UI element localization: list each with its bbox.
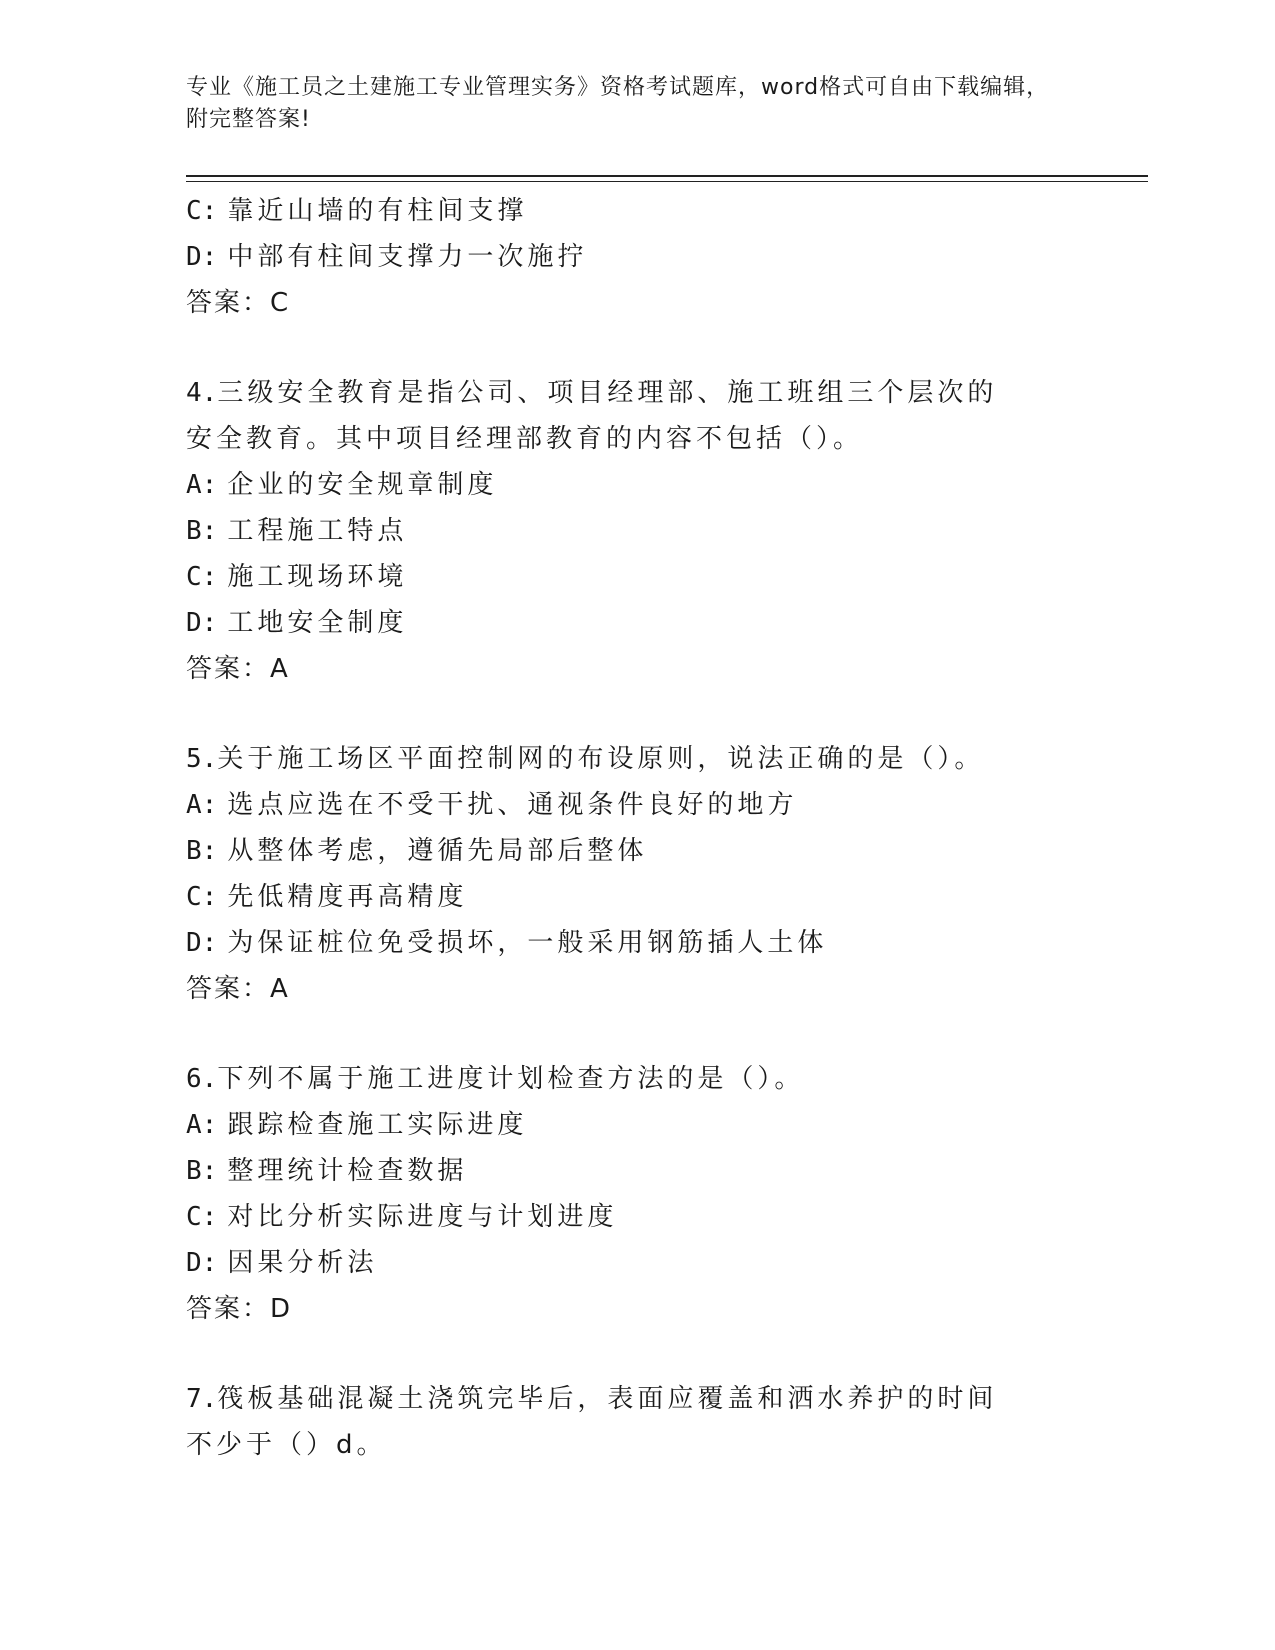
answer-line: 答案：C [186,288,291,318]
answer-line: 答案：A [186,654,290,684]
question-6 [186,1056,1086,1332]
answer-line: 答案：A [186,974,290,1004]
question-stem: 4.三级安全教育是指公司、项目经理部、施工班组三个层次的安全教育。其中项目经理部教育的内容不包括（）。 [186,378,998,454]
option-d: D: 中部有柱间支撑力一次施拧 [186,242,588,272]
option-a: A: 选点应选在不受干扰、通视条件良好的地方 [186,790,798,820]
option-d: D: 为保证桩位免受损坏，一般采用钢筋插人土体 [186,928,828,958]
option-b: B: 从整体考虑，遵循先局部后整体 [186,836,648,866]
question-4 [186,370,1086,692]
option-d: D: 工地安全制度 [186,608,408,638]
option-a: A: 企业的安全规章制度 [186,470,498,500]
option-a: A: 跟踪检查施工实际进度 [186,1110,528,1140]
header-rule-thick [186,175,1148,177]
option-c: C: 对比分析实际进度与计划进度 [186,1202,618,1232]
answer-line: 答案：D [186,1294,293,1324]
option-c: C: 靠近山墙的有柱间支撑 [186,196,528,226]
question-stem: 6.下列不属于施工进度计划检查方法的是（）。 [186,1064,805,1094]
continued-question [186,188,1086,326]
header-rule-thin [186,181,1148,182]
question-stem: 7.筏板基础混凝土浇筑完毕后，表面应覆盖和洒水养护的时间不少于（）d。 [186,1384,998,1460]
option-c: C: 先低精度再高精度 [186,882,468,912]
question-content [186,188,1086,1468]
option-b: B: 整理统计检查数据 [186,1156,468,1186]
option-d: D: 因果分析法 [186,1248,378,1278]
document-header: 专业《施工员之土建施工专业管理实务》资格考试题库，word格式可自由下载编辑，附完整答案! [186,75,1050,132]
question-7 [186,1376,1086,1468]
question-stem: 5.关于施工场区平面控制网的布设原则，说法正确的是（）。 [186,744,985,774]
question-5 [186,736,1086,1012]
option-c: C: 施工现场环境 [186,562,408,592]
option-b: B: 工程施工特点 [186,516,408,546]
